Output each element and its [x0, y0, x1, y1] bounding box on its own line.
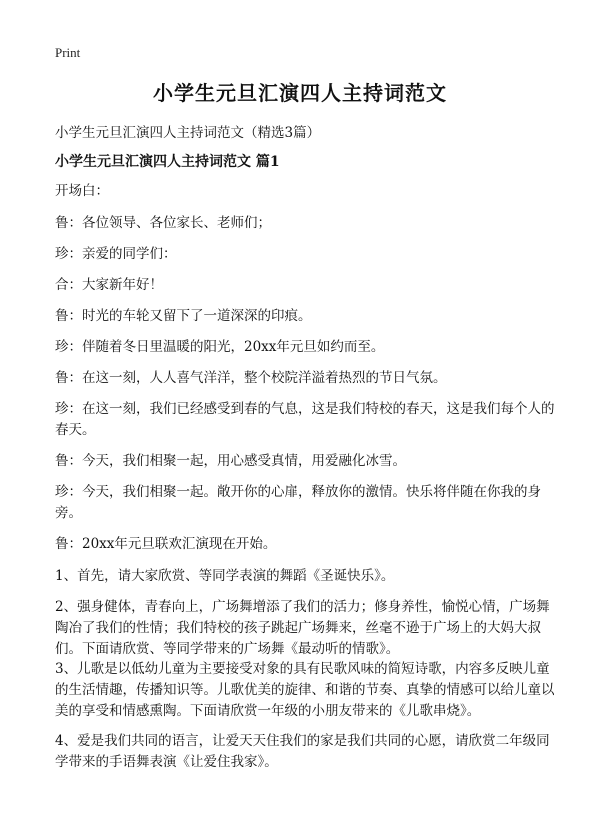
document-title: 小学生元旦汇演四人主持词范文 [153, 81, 447, 105]
paragraph-line: 鲁：在这一刻，人人喜气洋洋，整个校院洋溢着热烈的节日气氛。 [55, 370, 447, 386]
paragraph-program-item: 1、首先，请大家欣赏、等同学表演的舞蹈《圣诞快乐》。 [55, 568, 395, 584]
paragraph-program-item: 4、爱是我们共同的语言，让爱天天住我们的家是我们共同的心愿，请欣赏二年级同学带来的手语舞表演《让爱住我家》。 [55, 733, 550, 770]
paragraph-line: 珍：亲爱的同学们： [55, 246, 177, 262]
paragraph-line: 鲁：时光的车轮又留下了一道深深的印痕。 [55, 308, 312, 324]
print-label: Print [55, 45, 81, 60]
paragraph-line: 珍：今天，我们相聚一起。敞开你的心扉，释放你的激情。快乐将伴随在你我的身旁。 [55, 484, 541, 521]
paragraph-line: 珍：伴随着冬日里温暖的阳光，20xx年元旦如约而至。 [55, 339, 385, 355]
paragraph-line: 鲁：今天，我们相聚一起，用心感受真情，用爱融化冰雪。 [55, 453, 406, 469]
paragraph-opening: 开场白： [55, 183, 109, 199]
paragraph-line: 鲁：20xx年元旦联欢汇演现在开始。 [55, 536, 277, 552]
document-subtitle: 小学生元旦汇演四人主持词范文（精选3篇） [55, 125, 321, 141]
paragraph-line: 合：大家新年好！ [55, 277, 163, 293]
paragraph-line: 鲁：各位领导、各位家长、老师们； [55, 215, 271, 231]
paragraph-line: 珍：在这一刻，我们已经感受到春的气息，这是我们特校的春天，这是我们每个人的春天。 [55, 401, 555, 438]
paragraph-program-item: 3、儿歌是以低幼儿童为主要接受对象的具有民歌风味的简短诗歌，内容多反映儿童的生活情趣，传播知识等。儿歌优美的旋律、和谐的节奏、真挚的情感可以给儿童以美的享受和情感熏陶。下面请欣赏一年级的小朋友带来的《儿歌串烧》。 [55, 661, 555, 719]
section-heading: 小学生元旦汇演四人主持词范文 篇1 [55, 154, 280, 170]
paragraph-program-item: 2、强身健体，青春向上，广场舞增添了我们的活力；修身养性，愉悦心情，广场舞陶冶了我们的性情；我们特校的孩子跳起广场舞来，丝毫不逊于广场上的大妈大叔们。下面请欣赏、等同学带来的广场舞《最动听的情歌》。 [55, 599, 550, 657]
